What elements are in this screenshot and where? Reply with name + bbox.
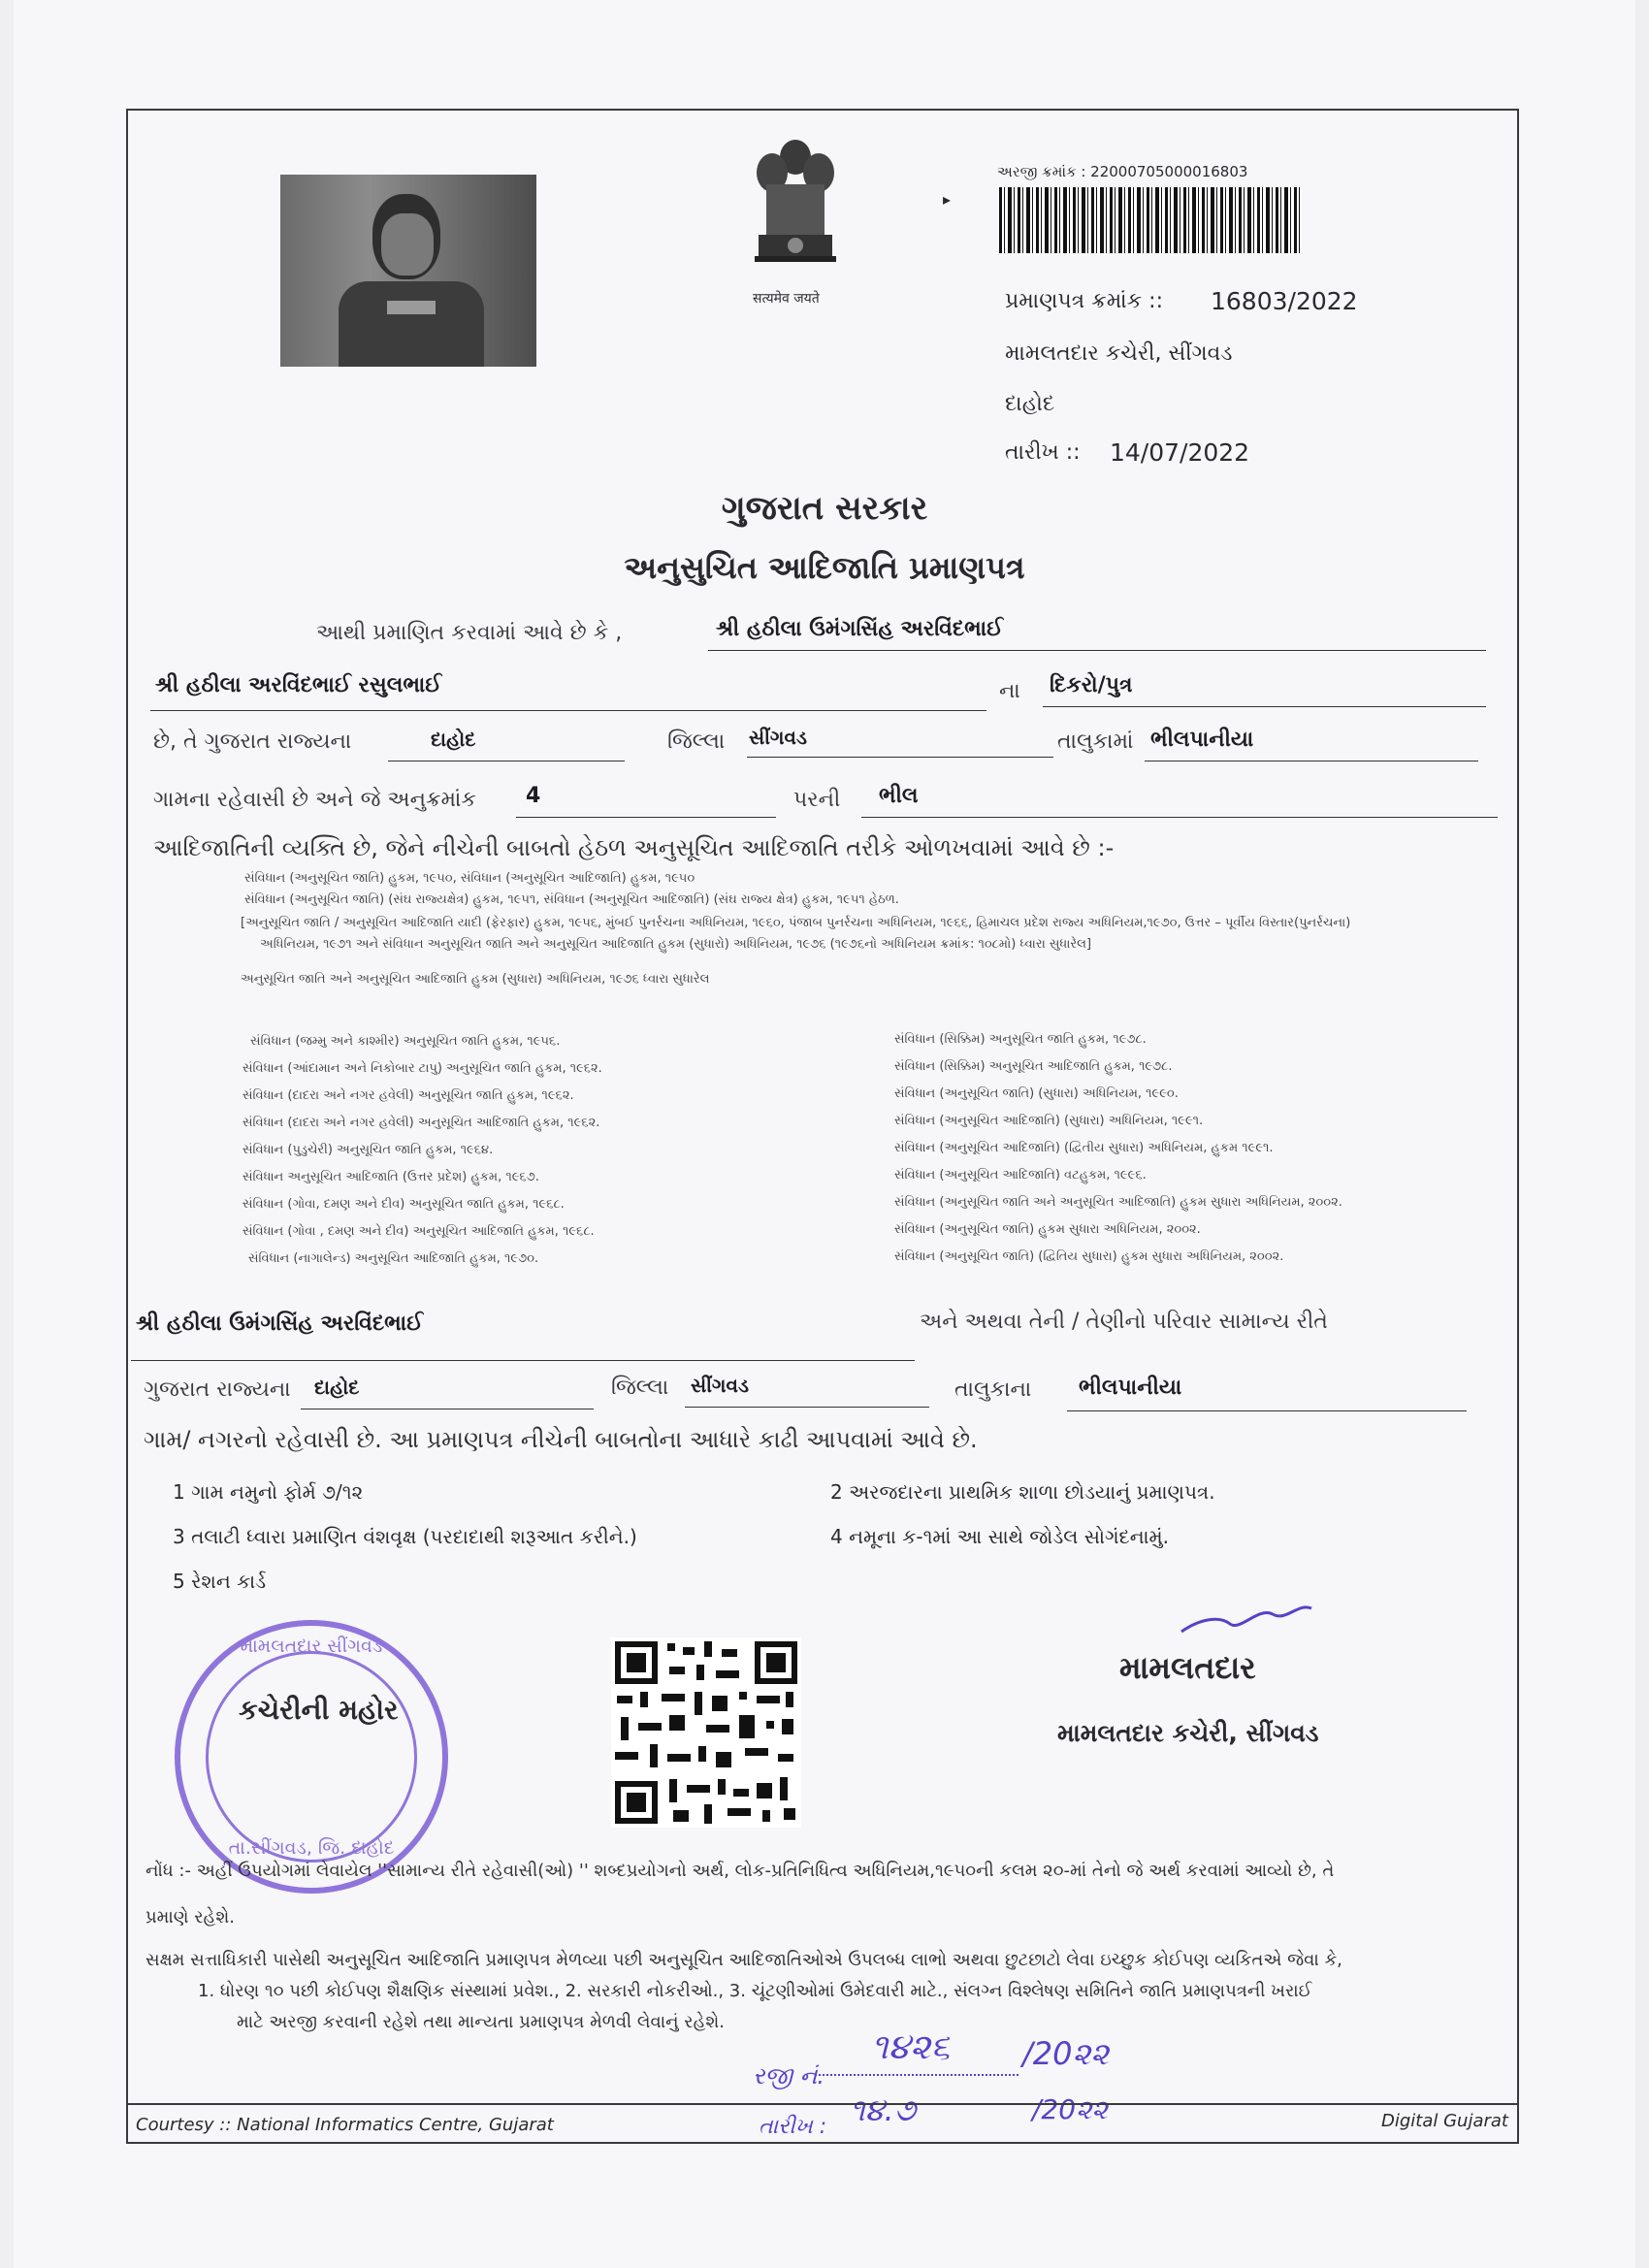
underline	[747, 757, 1053, 758]
recognized-text: આદિજાતિની વ્યક્તિ છે, જેને નીચેની બાબતો હેઠળ અનુસૂચિત આદિજાતિ તરીકે ઓળખવામાં આવે છે :-	[153, 834, 1115, 861]
footer-rule	[126, 2103, 1519, 2105]
applicant-name: શ્રી હઠીલા ઉમંગસિંહ અરવિંદભાઈ	[716, 617, 1004, 641]
district-value-2: દાહોદ	[314, 1376, 360, 1399]
orders-left-item: સંવિધાન (દાદરા અને નગર હવેલી) અનુસૂચિત જાતિ હુકમ, ૧૯૬૨.	[242, 1088, 574, 1103]
national-emblem-icon	[737, 136, 854, 291]
bullet-mark: ▸	[943, 190, 952, 209]
note-line: 1. ધોરણ ૧૦ પછી કોઈપણ શૈક્ષણિક સંસ્થામાં પ્રવેશ., 2. સરકારી નોકરીઓ., 3. ચૂંટણીઓમાં ઉમેદવારી માટે., સંલગ્ન વિશ્લેષણ સમિતિને જાતિ પ્રમાણપત્રની ખરાઈ	[198, 1981, 1312, 2001]
note-line: નોંધ :- અહીં ઉપયોગમાં લેવાયેલ ''સામાન્ય રીતે રહેવાસી(ઓ) '' શબ્દપ્રયોગનો અર્થ, લોક-પ્રતિનિધિત્વ અધિનિયમ,૧૯૫૦ની કલમ ૨૦-માં તેનો જે અર્થ કરવામાં આવ્યો છે, તે	[146, 1861, 1335, 1881]
state-text: છે, તે ગુજરાત રાજ્યના	[153, 729, 352, 754]
underline	[1043, 706, 1486, 707]
basis-text: ગામ/ નગરનો રહેવાસી છે. આ પ્રમાણપત્ર નીચેની બાબતોના આધારે કાઢી આપવામાં આવે છે.	[144, 1426, 978, 1453]
register-date-label: તારીખ :	[759, 2115, 827, 2139]
orders-right-item: સંવિધાન (અનુસૂચિત જાતિ અને અનુસૂચિત આદિજાતિ) હુકમ સુધારા અધિનિયમ, ૨૦૦૨.	[894, 1195, 1342, 1210]
orders-left-item: સંવિધાન (ગોવા, દમણ અને દીવ) અનુસૂચિત જાતિ હુકમ, ૧૯૬૮.	[242, 1197, 565, 1212]
document-item: 3 તલાટી ધ્વારા પ્રમાણિત વંશવૃક્ષ (પરદાદાથી શરૂઆત કરીને.)	[173, 1525, 637, 1548]
underline	[516, 817, 776, 818]
note-line: પ્રમાણે રહેશે.	[146, 1907, 235, 1928]
orders-line: અધિનિયમ, ૧૯૭૧ અને સંવિધાન અનુસૂચિત જાતિ અને અનુસૂચિત આદિજાતિ હુકમ (સુધારો) અધિનિયમ, ૧૯૭૬ (૧૯૭૬નો અધિનિયમ ક્રમાંક: ૧૦૮મો) ધ્વારા સુધારેલ]	[260, 937, 1092, 952]
applicant-name-2: શ્રી હઠીલા ઉમંગસિંહ અરવિંદભાઈ	[136, 1312, 424, 1336]
government-title: ગુજરાત સરકાર	[721, 489, 928, 528]
issuing-office: મામલતદાર કચેરી, સીંગવડ	[1005, 341, 1233, 366]
signatory-office: મામલતદાર કચેરી, સીંગવડ	[1057, 1719, 1319, 1747]
note-line: માટે અરજી કરવાની રહેશે તથા માન્યતા પ્રમાણપત્ર મેળવી લેવાનું રહેશે.	[237, 2012, 725, 2032]
orders-left-item: સંવિધાન (નાગાલેન્ડ) અનુસૂચિત આદિજાતિ હુકમ, ૧૯૭૦.	[248, 1251, 539, 1266]
orders-line: સંવિધાન (અનુસૂચિત જાતિ) હુકમ, ૧૯૫૦, સંવિધાન (અનુસૂચિત આદિજાતિ) હુકમ, ૧૯૫૦	[244, 871, 695, 886]
seal-ring-top: મામલતદાર સીંગવડ	[240, 1636, 383, 1657]
village-value-2: ભીલપાનીયા	[1079, 1376, 1182, 1400]
resident-text: ગામના રહેવાસી છે અને જે અનુક્રમાંક	[153, 788, 476, 812]
serial-number: 4	[526, 784, 541, 808]
register-underline	[815, 2074, 1018, 2076]
orders-right-item: સંવિધાન (અનુસૂચિત આદિજાતિ) (સુધારા) અધિનિયમ, ૧૯૯૧.	[894, 1114, 1204, 1128]
father-name: શ્રી હઠીલા અરવિંદભાઈ રસુલભાઈ	[155, 673, 442, 697]
register-year: /20૨૨	[1022, 2035, 1110, 2072]
issue-date: 14/07/2022	[1110, 438, 1250, 467]
orders-left-item: સંવિધાન અનુસૂચિત આદિજાતિ (ઉત્તર પ્રદેશ) હુકમ, ૧૯૬૭.	[242, 1170, 539, 1184]
orders-right-item: સંવિધાન (સિક્કિમ) અનુસૂચિત આદિજાતિ હુકમ, ૧૯૭૮.	[894, 1059, 1173, 1074]
orders-right-item: સંવિધાન (સિક્કિમ) અનુસૂચિત જાતિ હુકમ, ૧૯૭૮.	[894, 1032, 1147, 1047]
emblem-motto: सत्यमेव जयते	[753, 291, 820, 307]
orders-line: અનુસૂચિત જાતિ અને અનુસૂચિત આદિજાતિ હુકમ (સુધારા) અધિનિયમ, ૧૯૭૬ ધ્વારા સુધારેલ	[241, 972, 710, 987]
document-item: 2 અરજદારના પ્રાથમિક શાળા છોડયાનું પ્રમાણપત્ર.	[830, 1480, 1215, 1504]
na-text: ના	[999, 679, 1020, 703]
taluka-value: સીંગવડ	[749, 726, 807, 749]
document-item: 1 ગામ નમુનો ફોર્મ ૭/૧૨	[173, 1480, 364, 1504]
document-item: 4 નમૂના ક-૧માં આ સાથે જોડેલ સોગંદનામું.	[830, 1525, 1170, 1548]
orders-left-item: સંવિધાન (પુડુચેરી) અનુસૂચિત જાતિ હુકમ, ૧૯૬૪.	[242, 1143, 494, 1157]
certificate-number: 16803/2022	[1211, 287, 1358, 315]
parni-text: પરની	[793, 788, 841, 812]
underline	[685, 1407, 929, 1408]
footer-courtesy: Courtesy :: National Informatics Centre, Gujarat	[136, 2115, 554, 2135]
underline	[1067, 1410, 1467, 1411]
jilla-label: જિલ્લા	[667, 729, 726, 754]
family-text: અને અથવા તેની / તેણીનો પરિવાર સામાન્ય રીતે	[920, 1310, 1328, 1334]
orders-right-item: સંવિધાન (અનુસૂચિત આદિજાતિ) વટહુકમ, ૧૯૯૬.	[894, 1168, 1147, 1183]
underline	[150, 710, 986, 711]
orders-left-item: સંવિધાન (જમ્મુ અને કાશ્મીર) અનુસૂચિત જાતિ હુકમ, ૧૯૫૬.	[250, 1034, 561, 1049]
issuing-district: દાહોદ	[1005, 392, 1055, 416]
taluka-value-2: સીંગવડ	[691, 1374, 749, 1397]
footer-brand: Digital Gujarat	[1381, 2111, 1508, 2131]
certify-text: આથી પ્રમાણિત કરવામાં આવે છે કે ,	[316, 621, 623, 645]
certificate-number-label: પ્રમાણપત્ર ક્રમાંક ::	[1005, 289, 1163, 313]
underline	[131, 1360, 915, 1361]
signatory-title: મામલતદાર	[1119, 1649, 1256, 1686]
document-item: 5 રેશન કાર્ડ	[173, 1570, 267, 1593]
application-number: અરજી ક્રમાંક : 22000705000016803	[997, 163, 1248, 180]
office-seal	[175, 1620, 448, 1894]
taluka-label: તાલુકામાં	[1057, 729, 1134, 754]
village-value: ભીલપાનીયા	[1150, 728, 1254, 752]
barcode	[999, 187, 1302, 253]
orders-line: સંવિધાન (અનુસૂચિત જાતિ) (સંઘ રાજ્યક્ષેત્ર) હુકમ, ૧૯૫૧, સંવિધાન (અનુસૂચિત આદિજાતિ) (સંઘ રાજ્ય ક્ષેત્ર) હુકમ, ૧૯૫૧ હેઠળ.	[244, 892, 899, 907]
orders-right-item: સંવિધાન (અનુસૂચિત જાતિ) (સુધારા) અધિનિયમ, ૧૯૯૦.	[894, 1086, 1179, 1101]
note-line: સક્ષમ સત્તાધિકારી પાસેથી અનુસૂચિત આદિજાતિ પ્રમાણપત્ર મેળવ્યા પછી અનુસૂચિત આદિજાતિઓએ ઉપલબ્ધ લાભો અથવા છુટછાટો લેવા ઇચ્છુક કોઈપણ વ્યકિતએ જેવા કે,	[146, 1950, 1342, 1970]
orders-right-item: સંવિધાન (અનુસૂચિત જાતિ) હુકમ સુધારા અધિનિયમ, ૨૦૦૨.	[894, 1222, 1201, 1237]
orders-left-item: સંવિધાન (દાદરા અને નગર હવેલી) અનુસૂચિત આદિજાતિ હુકમ, ૧૯૬૨.	[242, 1116, 600, 1130]
orders-line: [અનુસૂચિત જાતિ / અનુસૂચિત આદિજાતિ યાદી (ફેરફાર) હુકમ, ૧૯૫૬, મુંબઈ પુનર્રચના અધિનિયમ, ૧૯૬૦, પંજાબ પુનર્રચના અધિનિયમ, ૧૯૬૬, હિમાચલ પ્રદેશ રાજ્ય અધિનિયમ,૧૯૭૦, ઉત્તર – પૂર્વીય વિસ્તાર(પુનર્રચના)	[241, 916, 1351, 930]
signature-mark	[1172, 1599, 1317, 1637]
orders-right-item: સંવિધાન (અનુસૂચિત જાતિ) (દ્વિતિય સુધારા) હુકમ સુધારા અધિનિયમ, ૨૦૦૨.	[894, 1249, 1284, 1264]
orders-left-item: સંવિધાન (આંદામાન અને નિકોબાર ટાપુ) અનુસૂચિત જાતિ હુકમ, ૧૯૬૨.	[242, 1061, 602, 1076]
seal-label: કચેરીની મહોર	[239, 1694, 399, 1726]
seal-ring-bottom: તા.સીંગવડ, જિ. દાહોદ	[228, 1837, 395, 1859]
issue-date-label: તારીખ ::	[1005, 440, 1081, 465]
underline	[861, 817, 1498, 818]
jilla-label-2: જિલ્લા	[611, 1376, 669, 1400]
orders-left-item: સંવિધાન (ગોવા , દમણ અને દીવ) અનુસૂચિત આદિજાતિ હુકમ, ૧૯૬૮.	[242, 1224, 595, 1239]
certificate-title: અનુસુચિત આદિજાતિ પ્રમાણપત્ર	[624, 549, 1025, 586]
applicant-photo	[280, 175, 536, 367]
qr-code	[611, 1637, 801, 1828]
register-number: ૧૪૨૬	[871, 2027, 951, 2067]
relation: દિકરો/પુત્ર	[1050, 673, 1133, 697]
district-value: દાહોદ	[431, 728, 476, 751]
underline	[708, 650, 1486, 651]
register-date-year: /20૨૨	[1032, 2093, 1108, 2125]
register-number-label: રજી નં.	[753, 2062, 825, 2090]
state-text-2: ગુજરાત રાજ્યના	[144, 1377, 291, 1402]
register-date: ૧૪.૭	[850, 2091, 916, 2128]
orders-right-item: સંવિધાન (અનુસૂચિત આદિજાતિ) (દ્વિતીય સુધારા) અધિનિયમ, હુકમ ૧૯૯૧.	[894, 1141, 1274, 1155]
taluka-label-2: તાલુકાના	[954, 1377, 1032, 1402]
tribe-name: ભીલ	[879, 784, 919, 808]
